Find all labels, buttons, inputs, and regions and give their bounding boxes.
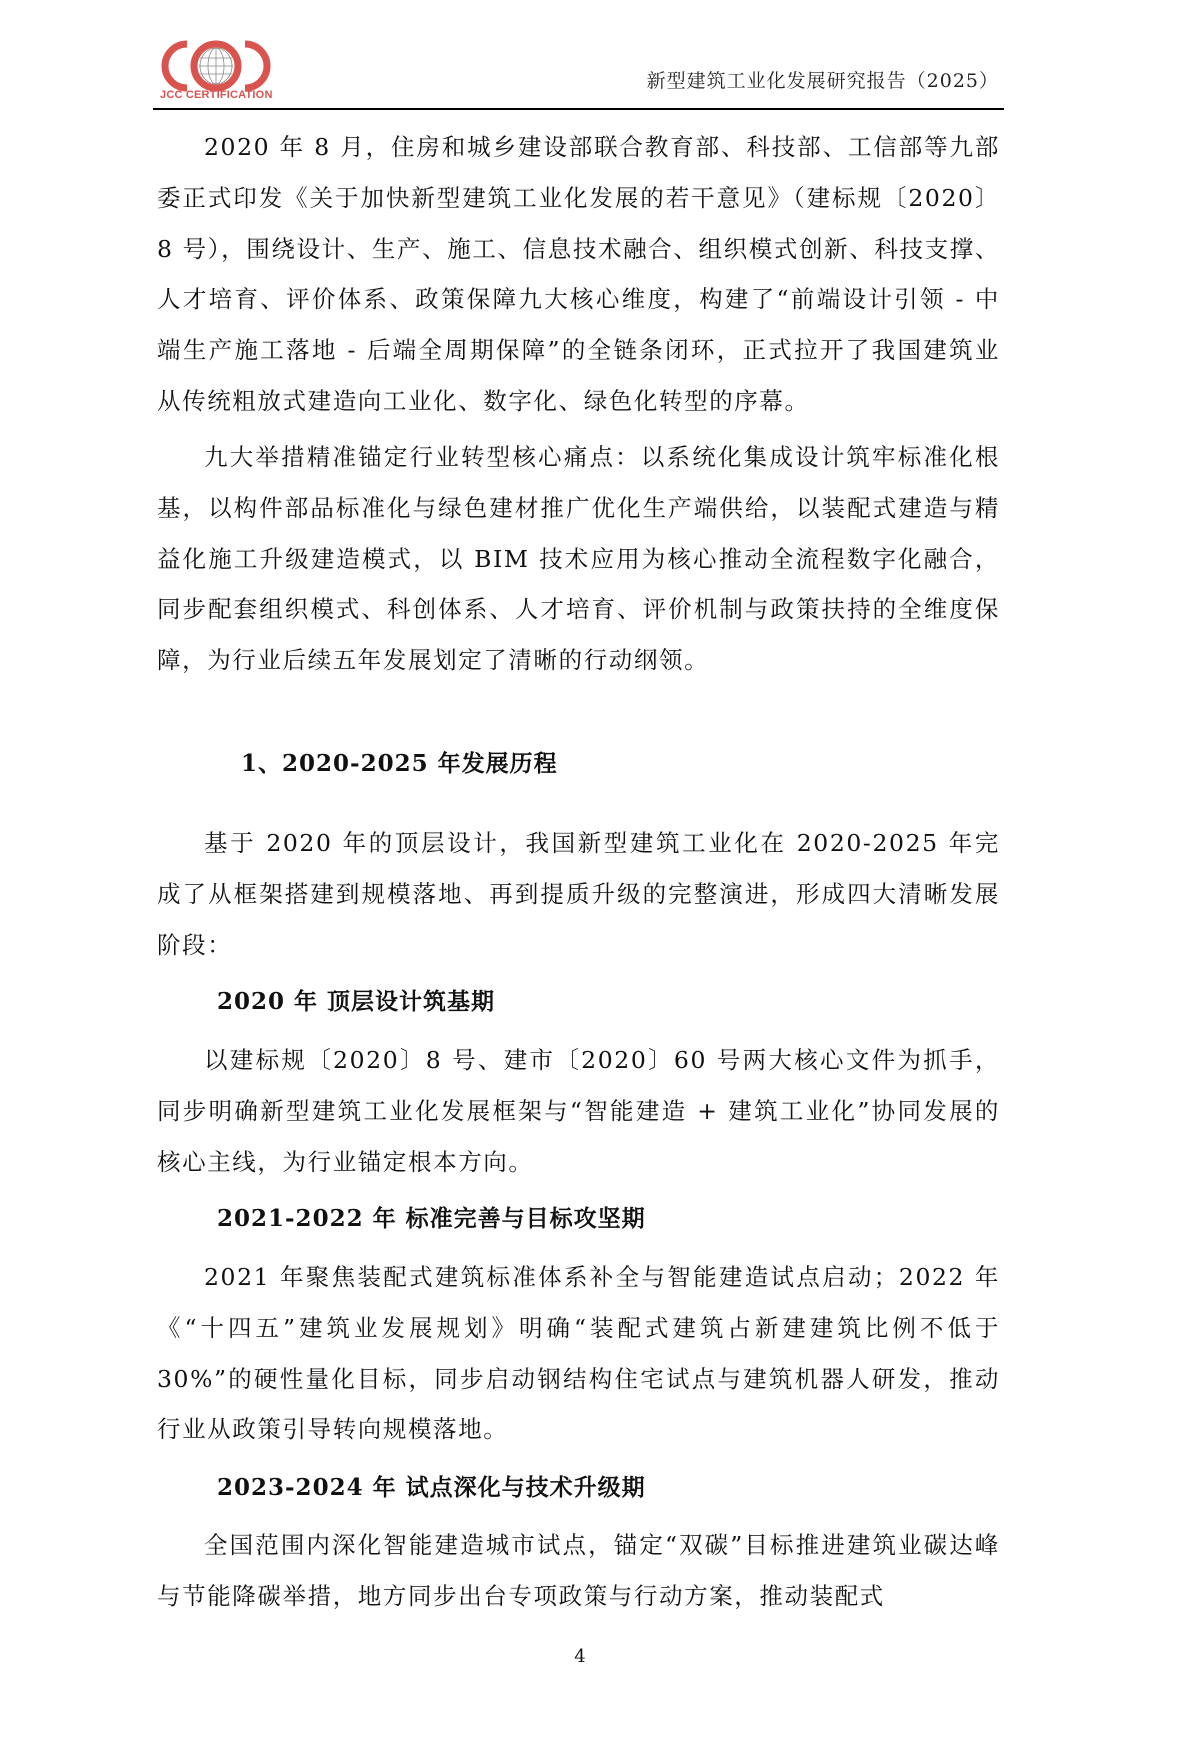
- section-heading: 1、2020-2025 年发展历程: [241, 750, 558, 777]
- stage-heading-2020: 2020 年 顶层设计筑基期: [217, 988, 496, 1015]
- page-number: 4: [574, 1646, 586, 1667]
- paragraph-stage-2021-2022: 2021 年聚焦装配式建筑标准体系补全与智能建造试点启动；2022 年《“十四五”建筑业发展规划》明确“装配式建筑占新建建筑比例不低于 30%”的硬性量化目标，同步启动钢结构住宅试点与建筑机器人研发，推动行业从政策引导转向规模落地。: [157, 1263, 1000, 1444]
- paragraph-overview: 基于 2020 年的顶层设计，我国新型建筑工业化在 2020-2025 年完成了从框架搭建到规模落地、再到提质升级的完整演进，形成四大清晰发展阶段：: [157, 829, 1000, 959]
- paragraph-measures: 九大举措精准锚定行业转型核心痛点：以系统化集成设计筑牢标准化根基，以构件部品标准化与绿色建材推广优化生产端供给，以装配式建造与精益化施工升级建造模式，以 BIM 技术应用为核心推动全流程数字化融合，同步配套组织模式、科创体系、人才培育、评价机制与政策扶持的全维度保障，为行业后续五年发展划定了清晰的行动纲领。: [157, 443, 1000, 675]
- logo-text: JCC CERTIFICATION: [160, 89, 273, 101]
- paragraph-stage-2020: 以建标规〔2020〕8 号、建市〔2020〕60 号两大核心文件为抓手，同步明确新型建筑工业化发展框架与“智能建造 + 建筑工业化”协同发展的核心主线，为行业锚定根本方向。: [157, 1046, 1000, 1176]
- paragraph-stage-2023-2024: 全国范围内深化智能建造城市试点，锚定“双碳”目标推进建筑业碳达峰与节能降碳举措，地方同步出台专项政策与行动方案，推动装配式: [157, 1531, 1000, 1610]
- paragraph-intro: 2020 年 8 月，住房和城乡建设部联合教育部、科技部、工信部等九部委正式印发《关于加快新型建筑工业化发展的若干意见》（建标规〔2020〕8 号），围绕设计、生产、施工、信息技术融合、组织模式创新、科技支撑、人才培育、评价体系、政策保障九大核心维度，构建了“前端设计引领 - 中端生产施工落地 - 后端全周期保障”的全链条闭环，正式拉开了我国建筑业从传统粗放式建造向工业化、数字化、绿色化转型的序幕。: [157, 133, 1000, 415]
- stage-heading-2023-2024: 2023-2024 年 试点深化与技术升级期: [217, 1474, 646, 1501]
- stage-heading-2021-2022: 2021-2022 年 标准完善与目标攻坚期: [217, 1205, 646, 1232]
- report-title: 新型建筑工业化发展研究报告（2025）: [646, 70, 999, 92]
- header-divider: [153, 108, 1004, 110]
